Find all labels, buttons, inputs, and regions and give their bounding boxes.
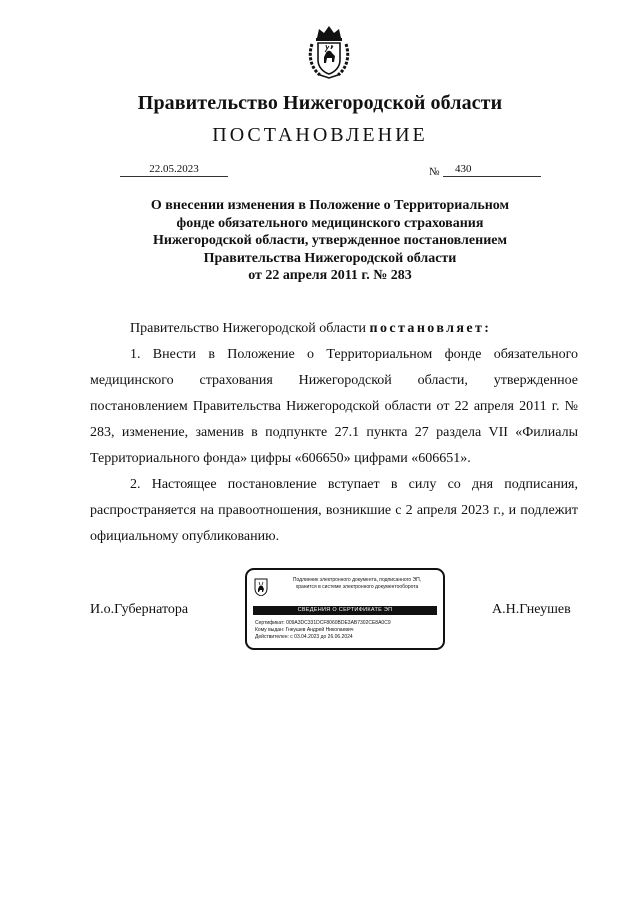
subject-line: Правительства Нижегородской области <box>203 250 457 266</box>
subject-line: фонде обязательного медицинского страхования <box>176 215 484 231</box>
document-subject <box>130 197 530 285</box>
coat-of-arms-icon <box>254 578 268 596</box>
document-body <box>90 316 578 550</box>
subject-line: О внесении изменения в Положение о Территориальном <box>150 198 510 213</box>
paragraph-1: 1. Внести в Положение о Территориальном фонде обязательного медицинского страхования Нижегородской области, утвержденное постановлением Правительства Нижегородской области от 22 апреля 2011 г. № 283, изменение, заменив в подпункте 27.1 пункта 27 раздела VII «Филиалы Территориального фонда» цифры «606650» цифрами «606651». <box>90 347 578 466</box>
decree-word: постановляет: <box>369 321 492 336</box>
certificate-id: Сертификат: 009A3DC331DCF8060BDE3AB7302CE8A0C9 <box>255 620 391 626</box>
government-title: Правительство Нижегородской области <box>137 92 503 114</box>
certificate-validity: Действителен: с 03.04.2023 до 26.06.2024 <box>255 634 353 640</box>
paragraph-2: 2. Настоящее постановление вступает в силу со дня подписания, распространяется на правоотношения, возникшие с 2 апреля 2023 г., и подлежит официальному опубликованию. <box>90 477 578 544</box>
preamble <box>90 316 578 342</box>
certificate-header: СВЕДЕНИЯ О СЕРТИФИКАТЕ ЭП <box>253 606 437 615</box>
document-number: 430 <box>443 162 541 177</box>
preamble-lead: Правительство Нижегородской области <box>130 321 370 336</box>
coat-of-arms-icon <box>300 22 358 80</box>
subject-line: от 22 апреля 2011 г. № 283 <box>248 268 412 283</box>
e-signature-stamp <box>245 568 445 650</box>
signer-title: И.о.Губернатора <box>90 602 189 617</box>
stamp-note-line: хранится в системе электронного документооборота <box>295 583 419 590</box>
stamp-note <box>273 577 441 590</box>
stamp-note-line: Подлинник электронного документа, подписанного ЭП, <box>292 577 422 583</box>
document-type: ПОСТАНОВЛЕНИЕ <box>212 124 428 146</box>
document-date: 22.05.2023 <box>120 162 228 177</box>
certificate-owner: Кому выдан: Гнеушев Андрей Николаевич <box>255 627 354 633</box>
subject-line: Нижегородской области, утвержденное постановлением <box>152 233 508 248</box>
signer-name: А.Н.Гнеушев <box>492 602 571 617</box>
number-sign: № <box>429 166 440 178</box>
